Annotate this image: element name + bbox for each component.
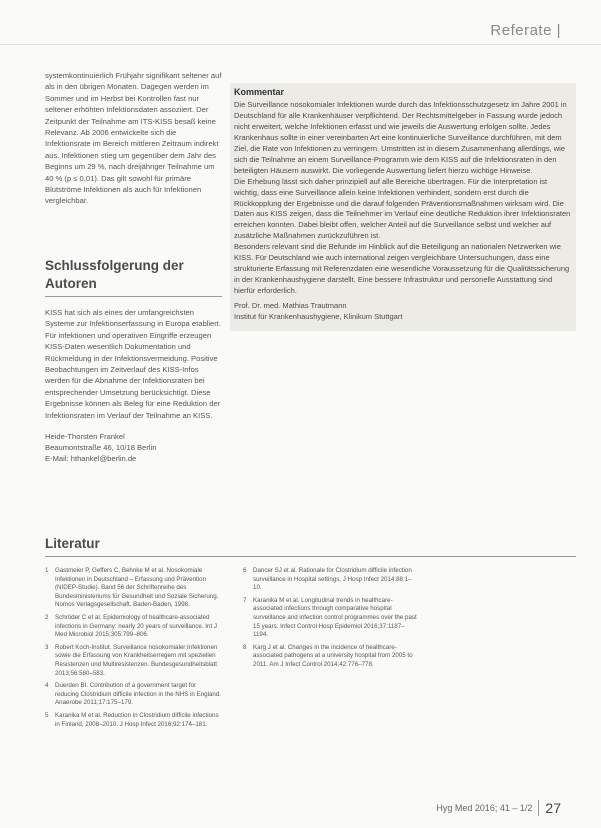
author-block [45,431,222,465]
reference-list-col2 [243,567,419,733]
conclusion-heading: Schlussfolgerung der Autoren [45,257,184,291]
author-name: Heide-Thorsten Frankel [45,431,125,441]
comment-heading: Kommentar [234,87,285,97]
comment-signature [234,301,572,323]
header-divider [0,44,601,45]
signature-name: Prof. Dr. med. Mathias Trautmann [234,301,347,311]
reference-item: 1 Gastmeier P, Geffers C, Behnke M et al. Nosokomiale Infektionen in Deutschland – Erfassung und Prävention (NIDEP-Studie). Band 56 der Schriftenreihe des Bundesministeriums für Gesundheit und Soziale Sicherung. Nomos Verlagsgesellschaft, Baden-Baden, 1998. [45,567,219,609]
reference-list-col1 [45,567,221,733]
page-number: 27 [538,800,561,816]
journal-citation: Hyg Med 2016; 41 – 1/2 [436,803,533,813]
author-address: Beaumontstraße 46, 10/18 Berlin [45,443,157,453]
conclusion-paragraph: KISS hat sich als eines der umfangreichsten Systeme zur Infektionserfassung in Europa etabliert. Für infektionen und operativen Eingriffe erzeugen KISS-Daten wesentlich Dokumentation und Rückmeldung in der Infektionsvermeidung. Positive Beobachtungen im Zeitverlauf des KISS-Infos werden für die Abnahme der Infektionsraten bei entsprechender Umsetzung berücksichtigt. Diese Ergebnisse können als Beleg für eine Reduktion der Infektionsraten im Verlauf der Teilnahme an KISS. [45,307,222,420]
section-header: Referate | [490,22,561,39]
conclusion-divider [45,296,222,297]
reference-item: 2 Schröder C et al. Epidemiology of healthcare-associated infections in Germany: nearly 20 years of surveillance. Int J Med Microbiol 2015;305:799–806. [45,613,217,639]
reference-item: 6 Dancer SJ et al. Rationale for Clostridium difficile infection surveillance in Hospital settings. J Hosp Infect 2014;88:1–10. [243,567,412,592]
literature-divider [45,556,576,557]
comment-box [230,83,576,331]
reference-item: 3 Robert Koch-Institut. Surveillance nosokomialer Infektionen sowie die Erfassung von Krankheitserregern mit speziellen Resistenzen und Multiresistenzen. Bundesgesundheitsblatt 2013;56:580–583. [45,643,218,677]
signature-institution: Institut für Krankenhaushygiene, Klinikum Stuttgart [234,312,403,322]
literature-section [45,535,576,733]
page-footer [436,800,561,816]
comment-paragraph-2: Die Erhebung lässt sich daher prinzipiell auf alle Bereiche übertragen. Für die Interpretation ist wichtig, dass eine Surveillance allein keine Infektionen verhindert, sondern erst durch die Rückkopplung der Ergebnisse und die darauf folgenden Präventionsmaßnahmen wirksam wird. Die Daten aus KISS zeigen, dass die Teilnehmer im Verlauf eine deutliche Reduktion ihrer Infektionsraten erreichen konnten. Dabei bleibt offen, welcher Anteil auf die Surveillance selbst und welcher auf zusätzliche Maßnahmen zurückzuführen ist. [234,176,571,241]
reference-item: 7 Karanika M et al. Longitudinal trends in healthcare-associated infections through comparative hospital surveillance and infection control programmes over the past 15 years. Infect Control Hosp Epidemiol 2016;37:1187–1194. [243,596,417,639]
literature-heading: Literatur [45,536,100,551]
reference-item: 4 Duerden BI. Contribution of a government target for reducing Clostridium difficile infection in the NHS in England. Anaerobe 2011;17:175–179. [45,682,222,707]
comment-paragraph-1: Die Surveillance nosokomialer Infektionen wurde durch das Infektionsschutzgesetz im Jahre 2001 in Deutschland für alle Krankenhäuser verpflichtend. Der Rechtsmittelgeber in Fassung wurde jedoch nicht erweitert, welche Infektionen erfasst und wie jeweils die Auswertung erfolgen sollte. Jedes Krankenhaus sollte in einer vereinbarten Art eine kontinuierliche Surveillance durchführen, mit dem Ziel, die Rate von Infektionen zu verringern. Umstritten ist in diesem Zusammenhang allerdings, wie sich die Teilnahme an einem Surveillance-Programm wie dem KISS auf die Infektionsraten in den beteiligten Häusern auswirkt. Die vorliegende Auswertung liefert hierzu wichtige Hinweise. [234,99,567,175]
reference-item: 5 Karanika M et al. Reduction in Clostridium difficile infections in Finland, 2008–2010. J Hosp Infect 2016;92:174–181. [45,711,219,728]
reference-item: 8 Karg J et al. Changes in the incidence of healthcare-associated pathogens at a university hospital from 2005 to 2011. Am J Infect Control 2014;42:776–778. [243,643,413,668]
author-email[interactable]: E-Mail: hthankel@berlin.de [45,454,137,464]
intro-paragraph: systemkontinuierlich Frühjahr signifikant seltener auf als in den übrigen Monaten. Dagegen werden im Sommer und im Herbst bei Kontrollen fast nur seltener erhöhten Infektionsdaten assoziiert. Der Zeitpunkt der Teilnahme am ITS-KISS besaß keine Relevanz. Ab 2006 entwickelte sich die Infektionsrate im Bereich mittleren Zeitraum indirekt aus. Infektionen stieg um gegenüber dem Jahr des Beginns um 29 %, nach dreijähriger Teilnahme um 40 % (p ≤ 0,01). Das gilt sowohl für primäre Blutströme Infektionen als auch für Infektionen vergleichbar. [45,71,222,206]
comment-paragraph-3: Besonders relevant sind die Befunde im Hinblick auf die Beteiligung an nationalen Netzwerken wie KISS. Für Deutschland wie auch international zeigen vergleichbare Untersuchungen, dass eine strukturierte Erfassung mit Referenzdaten eine wesentliche Voraussetzung für die Qualitätssicherung in der Krankenhaushygiene darstellt. Eine bessere Infrastruktur und personelle Ausstattung sind hierfür erforderlich. [234,242,570,296]
left-column [45,70,222,465]
